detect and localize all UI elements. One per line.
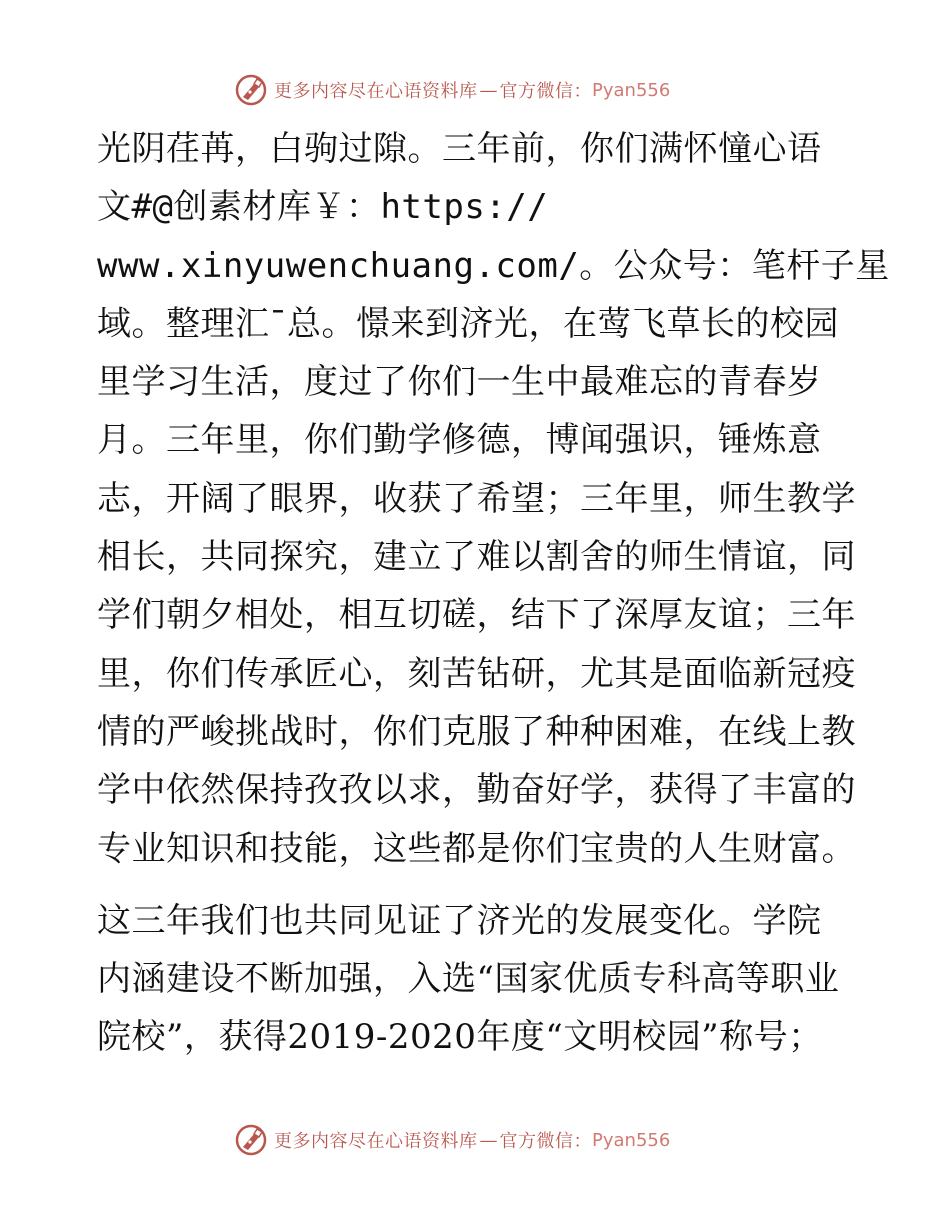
banner-separator: — (479, 79, 498, 101)
text-line: 学们朝夕相处，相互切磋，结下了深厚友谊；三年 (97, 595, 856, 636)
text-line: 里，你们传承匠心，刻苦钻研，尤其是面临新冠疫 (97, 653, 856, 694)
text-line: 学中依然保持孜孜以求，勤奋好学，获得了丰富的 (97, 770, 856, 811)
body-text (97, 120, 890, 1067)
wechat-id: Pyan556 (592, 1129, 671, 1151)
text-line: 月。三年里，你们勤学修德，博闻强识，锤炼意 (97, 420, 822, 461)
text-line: 这三年我们也共同见证了济光的发展变化。学院 (97, 900, 822, 941)
footer-banner (234, 1120, 714, 1160)
text-line: 志，开阔了眼界，收获了希望；三年里，师生教学 (97, 478, 856, 519)
text-line: 院校”，获得2019-2020年度“文明校园”称号； (97, 1017, 823, 1058)
text-line: 文#@创素材库￥：https:// (97, 187, 549, 228)
text-line: 专业知识和技能，这些都是你们宝贵的人生财富。 (97, 828, 856, 869)
banner-separator: — (479, 1129, 498, 1151)
banner-text: 更多内容尽在心语资料库 (274, 1131, 478, 1152)
pen-nib-logo-icon (234, 73, 268, 107)
text-line: 里学习生活，度过了你们一生中最难忘的青春岁 (97, 362, 822, 403)
pen-nib-logo-icon (234, 1123, 268, 1157)
text-line: 域。整理汇¯总。憬来到济光，在莺飞草长的校园 (97, 303, 839, 344)
banner-text: 更多内容尽在心语资料库 (274, 81, 478, 102)
text-line: 光阴荏苒，白驹过隙。三年前，你们满怀憧心语 (97, 129, 822, 169)
header-banner (234, 70, 714, 110)
text-line: 情的严峻挑战时，你们克服了种种困难，在线上教 (97, 711, 856, 752)
wechat-id: Pyan556 (592, 79, 671, 101)
text-line: 内涵建设不断加强，入选“国家优质专科高等职业 (97, 959, 840, 1000)
wechat-label: 官方微信： (499, 1131, 592, 1152)
text-line: 相长，共同探究，建立了难以割舍的师生情谊，同 (97, 537, 856, 578)
paragraph-gap (97, 878, 857, 892)
text-line: www.xinyuwenchuang.com/。公众号：笔杆子星 (97, 245, 890, 286)
wechat-label: 官方微信： (499, 81, 592, 102)
